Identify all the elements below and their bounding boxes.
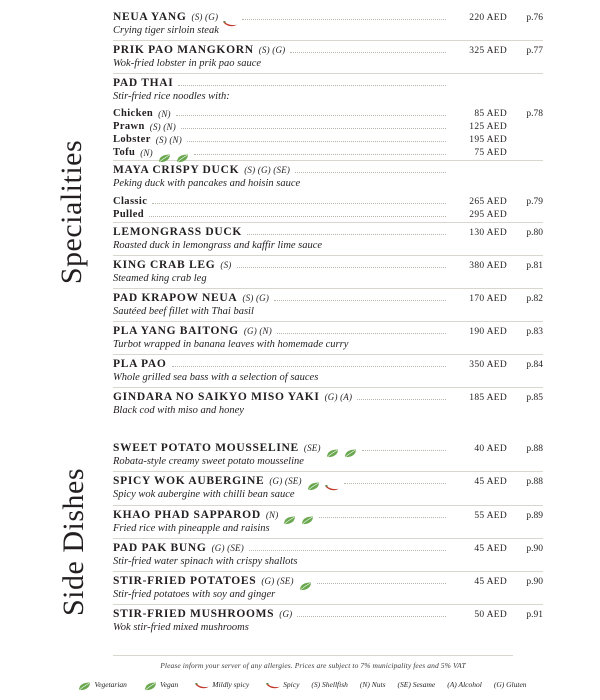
item-name: Prawn — [113, 121, 145, 133]
section-title-side-dishes — [0, 430, 110, 660]
item-name-cell — [113, 164, 290, 176]
item-price: 125 AED — [469, 122, 507, 133]
item-description: Stir-fried rice noodles with: — [113, 91, 230, 103]
menu-item[interactable] — [113, 354, 543, 384]
dot-leader — [247, 234, 446, 235]
menu-item-row — [113, 542, 543, 554]
chili-icon — [266, 683, 280, 689]
item-name-cell — [113, 209, 144, 220]
legend-item — [261, 680, 299, 689]
item-allergen-tags: (S) (N) — [155, 134, 182, 145]
leaf-icon — [176, 150, 189, 158]
item-allergen-tags: (N) — [158, 108, 171, 119]
item-allergen-tags: (G) (A) — [324, 392, 353, 403]
item-name: KHAO PHAD SAPPAROD — [113, 508, 261, 521]
leaf-icon — [344, 445, 357, 453]
legend-item — [447, 680, 482, 689]
leaf-icon — [158, 150, 171, 158]
item-name-cell — [113, 108, 171, 119]
menu-item-row — [113, 292, 543, 304]
item-description: Steamed king crab leg — [113, 272, 207, 284]
item-name-cell — [113, 608, 292, 620]
leaf-icon — [144, 682, 157, 690]
item-description: Roasted duck in lemongrass and kaffir lime sauce — [113, 239, 323, 251]
leaf-icon — [299, 578, 312, 586]
item-name-cell — [113, 196, 147, 207]
item-allergen-tags: (S) (G) — [191, 12, 219, 22]
menu-content — [113, 8, 543, 637]
item-description: Sautéed beef fillet with Thai basil — [113, 305, 254, 317]
item-price: 130 AED — [469, 227, 507, 238]
item-page-ref: p.84 — [526, 360, 543, 370]
item-allergen-tags: (S) — [220, 259, 232, 270]
item-allergen-tags: (G) — [279, 608, 293, 619]
leaf-icon — [307, 478, 320, 486]
item-name: PAD KRAPOW NEUA — [113, 291, 238, 304]
item-name: LEMONGRASS DUCK — [113, 225, 243, 238]
item-page-ref: p.83 — [526, 326, 543, 337]
dot-leader — [194, 154, 446, 155]
item-description: Black cod with miso and honey — [113, 405, 244, 417]
menu-item-row — [113, 226, 543, 238]
section-title-side-dishes-text: Side Dishes — [57, 468, 90, 616]
item-price: 85 AED — [474, 109, 507, 120]
item-allergen-tags: (S) (G) — [258, 45, 286, 56]
item-page-ref: p.80 — [526, 227, 543, 238]
item-name-cell — [113, 325, 272, 337]
legend-item — [494, 680, 527, 689]
legend-item — [73, 680, 127, 689]
menu-item-row — [113, 77, 543, 89]
item-allergen-tags: (SE) — [303, 443, 321, 454]
legend-label: (S) Shellfish — [311, 680, 348, 689]
item-price: 40 AED — [474, 444, 507, 455]
legend-item — [360, 680, 386, 689]
item-name-cell — [113, 44, 285, 56]
item-name-cell — [113, 121, 176, 132]
item-description: Whole grilled sea bass with a selection of sauces — [113, 372, 319, 383]
item-price: 45 AED — [474, 543, 507, 554]
item-price: 195 AED — [469, 135, 507, 146]
item-name: PLA YANG BAITONG — [113, 324, 239, 337]
legend-item — [398, 680, 436, 689]
item-variant-list — [113, 106, 543, 158]
item-allergen-tags: (N) — [265, 509, 279, 520]
item-price: 350 AED — [469, 360, 507, 370]
menu-item[interactable] — [113, 571, 543, 601]
item-name: Lobster — [113, 134, 151, 146]
dot-leader — [290, 52, 446, 53]
menu-item[interactable] — [113, 255, 543, 285]
item-price: 170 AED — [469, 293, 507, 304]
item-name: MAYA CRISPY DUCK — [113, 164, 240, 177]
item-name-cell — [113, 292, 269, 304]
item-name-cell — [113, 358, 167, 370]
item-page-ref: p.76 — [526, 13, 543, 23]
mild-chili-icon — [223, 15, 237, 21]
menu-item-row — [113, 442, 543, 454]
menu-item[interactable] — [113, 387, 543, 417]
menu-item-row — [113, 259, 543, 271]
dot-leader — [172, 366, 446, 367]
menu-section — [113, 439, 543, 634]
item-name-cell — [113, 575, 312, 587]
item-description: Stir-fried potatoes with soy and ginger — [113, 588, 276, 600]
mild-chili-icon — [325, 479, 339, 485]
item-name-cell — [113, 542, 244, 554]
item-allergen-tags: (G) (SE) — [269, 476, 302, 487]
item-name-cell — [113, 391, 352, 403]
item-name-cell — [113, 226, 242, 238]
menu-subitem-row — [113, 146, 543, 158]
item-name-cell — [113, 259, 232, 271]
item-allergen-tags: (S) (N) — [149, 121, 176, 132]
item-name: PAD THAI — [113, 77, 174, 90]
menu-item-row — [113, 325, 543, 337]
menu-subitem[interactable] — [113, 145, 543, 158]
item-price: 220 AED — [469, 13, 507, 23]
legend-label: (A) Alcohol — [447, 680, 482, 689]
dot-leader — [187, 141, 446, 142]
item-name-cell — [113, 11, 237, 23]
menu-item[interactable] — [113, 471, 543, 501]
item-name: STIR-FRIED POTATOES — [113, 574, 257, 587]
dot-leader — [277, 333, 446, 334]
item-price: 190 AED — [469, 326, 507, 337]
item-description: Robata-style creamy sweet potato mousseline — [113, 456, 304, 468]
item-name-cell — [113, 77, 173, 89]
item-allergen-tags: (G) (SE) — [261, 575, 294, 586]
dot-leader — [295, 172, 446, 173]
item-page-ref: p.90 — [526, 576, 543, 587]
legend-label: Vegetarian — [94, 680, 127, 689]
section-title-specialities-text: Specialities — [55, 139, 89, 285]
dot-leader — [237, 267, 446, 268]
dot-leader — [362, 450, 446, 451]
item-allergen-tags: (G) (SE) — [211, 542, 244, 553]
leaf-icon — [78, 682, 91, 690]
menu-item-row — [113, 44, 543, 56]
menu-section — [113, 8, 543, 417]
leaf-icon — [283, 512, 296, 520]
item-description: Wok stir-fried mixed mushrooms — [113, 621, 249, 633]
menu-item[interactable] — [113, 321, 543, 351]
item-name-cell — [113, 442, 357, 454]
item-price: 45 AED — [474, 576, 507, 587]
menu-subitem[interactable] — [113, 106, 543, 119]
menu-item[interactable] — [113, 538, 543, 568]
item-name-cell — [113, 509, 314, 521]
menu-item[interactable] — [113, 604, 543, 634]
item-page-ref: p.89 — [526, 510, 543, 521]
item-name-cell — [113, 134, 182, 145]
menu-item[interactable] — [113, 160, 543, 219]
menu-subitem[interactable] — [113, 132, 543, 145]
item-price: 50 AED — [474, 609, 507, 620]
item-description: Turbot wrapped in banana leaves with homemade curry — [113, 338, 349, 350]
item-description: Peking duck with pancakes and hoisin sauce — [113, 178, 301, 190]
item-name: PLA PAO — [113, 358, 167, 370]
leaf-icon — [301, 512, 314, 520]
dot-leader — [319, 517, 446, 518]
item-name: Chicken — [113, 108, 154, 120]
item-allergen-tags: (G) (N) — [243, 325, 272, 336]
item-name: Classic — [113, 195, 148, 207]
section-title-specialities — [0, 25, 110, 425]
item-page-ref: p.77 — [526, 46, 543, 57]
menu-item[interactable] — [113, 439, 543, 468]
leaf-icon — [326, 445, 339, 453]
mild-chili-icon — [195, 683, 209, 689]
legend-item — [311, 680, 347, 689]
item-page-ref: p.79 — [526, 196, 543, 207]
item-price: 45 AED — [474, 477, 507, 488]
item-variant-list — [113, 194, 543, 220]
menu-item[interactable] — [113, 8, 543, 37]
legend-item — [139, 680, 178, 689]
dot-leader — [242, 19, 446, 20]
item-page-ref: p.81 — [526, 260, 543, 271]
item-page-ref: p.91 — [526, 609, 543, 620]
dot-leader — [178, 85, 446, 86]
item-description: Wok-fried lobster in prik pao sauce — [113, 58, 262, 70]
item-page-ref: p.88 — [526, 477, 543, 488]
item-name: STIR-FRIED MUSHROOMS — [113, 607, 275, 620]
dot-leader — [152, 203, 446, 204]
item-description: Crying tiger sirloin steak — [113, 25, 219, 36]
item-name: SPICY WOK AUBERGINE — [113, 475, 265, 488]
item-name: NEUA YANG — [113, 11, 187, 23]
item-allergen-tags: (S) (G) — [242, 292, 270, 303]
menu-subitem-row — [113, 208, 543, 220]
dot-leader — [357, 399, 446, 400]
item-name: GINDARA NO SAIKYO MISO YAKI — [113, 391, 320, 404]
legend-item — [190, 680, 249, 689]
item-name: Pulled — [113, 208, 144, 220]
item-description: Fried rice with pineapple and raisins — [113, 522, 270, 534]
menu-item-row — [113, 608, 543, 620]
item-name: Tofu — [113, 147, 136, 159]
item-price: 185 AED — [469, 393, 507, 404]
menu-item-row — [113, 475, 543, 487]
dot-leader — [297, 616, 446, 617]
item-name-cell — [113, 475, 339, 487]
item-price: 295 AED — [469, 209, 507, 220]
item-price: 380 AED — [469, 260, 507, 271]
allergy-note: Please inform your server of any allergies. Prices are subject to 7% municipality fees and 5% VAT — [113, 655, 513, 670]
menu-item[interactable] — [113, 73, 543, 158]
item-page-ref: p.90 — [526, 543, 543, 554]
menu-item[interactable] — [113, 222, 543, 252]
dot-leader — [249, 550, 446, 551]
item-description: Spicy wok aubergine with chilli bean sauce — [113, 489, 295, 501]
menu-subitem-row — [113, 195, 543, 207]
legend — [0, 680, 600, 689]
dot-leader — [181, 128, 446, 129]
legend-label: Mildly spicy — [212, 680, 250, 689]
item-price: 325 AED — [469, 46, 507, 57]
dot-leader — [317, 583, 446, 584]
item-price: 55 AED — [474, 510, 507, 521]
item-name: KING CRAB LEG — [113, 258, 216, 271]
dot-leader — [176, 115, 446, 116]
menu-item[interactable] — [113, 40, 543, 70]
item-description: Stir-fried water spinach with crispy shallots — [113, 555, 298, 567]
menu-item-row — [113, 164, 543, 176]
menu-subitem-row — [113, 107, 543, 119]
menu-item-row — [113, 391, 543, 403]
menu-item-row — [113, 11, 543, 23]
item-name: PRIK PAO MANGKORN — [113, 44, 254, 57]
dot-leader — [274, 300, 446, 301]
menu-item-row — [113, 575, 543, 587]
legend-label: (G) Gluten — [493, 680, 527, 689]
item-page-ref: p.85 — [526, 393, 543, 404]
menu-item-row — [113, 358, 543, 370]
item-name-cell — [113, 147, 189, 158]
item-name: SWEET POTATO MOUSSELINE — [113, 442, 299, 455]
menu-subitem-row — [113, 133, 543, 145]
menu-subitem[interactable] — [113, 194, 543, 207]
item-allergen-tags: (N) — [140, 147, 153, 158]
dot-leader — [344, 483, 446, 484]
item-page-ref: p.78 — [526, 109, 543, 120]
menu-subitem[interactable] — [113, 207, 543, 220]
item-name: PAD PAK BUNG — [113, 541, 207, 554]
menu-item[interactable] — [113, 505, 543, 535]
item-price: 75 AED — [474, 148, 507, 159]
item-price: 265 AED — [469, 196, 507, 207]
item-page-ref: p.88 — [526, 444, 543, 455]
legend-label: (N) Nuts — [359, 680, 386, 689]
menu-item-row — [113, 509, 543, 521]
legend-label: (SE) Sesame — [397, 680, 436, 689]
item-page-ref: p.82 — [526, 293, 543, 304]
menu-subitem[interactable] — [113, 119, 543, 132]
legend-label: Spicy — [283, 680, 300, 689]
menu-subitem-row — [113, 120, 543, 132]
legend-label: Vegan — [159, 680, 179, 689]
item-allergen-tags: (S) (G) (SE) — [244, 165, 291, 176]
menu-item[interactable] — [113, 288, 543, 318]
dot-leader — [149, 216, 446, 217]
